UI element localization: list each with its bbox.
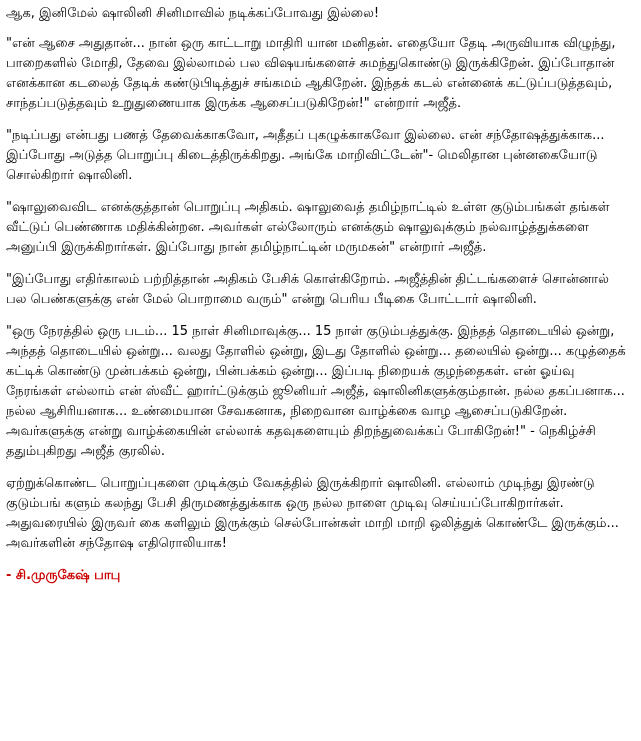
article-paragraph-4: "ஷாலுவைவிட எனக்குத்தான் பொறுப்பு அதிகம். ஷாலுவைத் தமிழ்நாட்டில் உள்ள குடும்பங்கள் தங்கள் வீட்டுப் பெண்ணாக மதிக்கின்றன. அவர்கள் எல்லோரும் எனக்கும் ஷாலுவுக்கும் நல்வாழ்த்துக்களை அனுப்பி இருக்கிறார்கள். இப்போது நான் தமிழ்நாட்டின் மருமகன்" என்றார் அஜீத். bbox=[6, 200, 610, 255]
author-signature: - சி.முருகேஷ் பாபு bbox=[6, 568, 121, 583]
article-paragraph-5: "இப்போது எதிர்காலம் பற்றித்தான் அதிகம் பேசிக் கொள்கிறோம். அஜீத்தின் திட்டங்களைச் சொன்னால் பல பெண்களுக்கு என் மேல் பொறாமை வரும்" என்று பெரிய பீடிகை போட்டார் ஷாலினி. bbox=[6, 272, 609, 307]
article-paragraph-6: "ஒரு நேரத்தில் ஒரு படம்... 15 நாள் சினிமாவுக்கு... 15 நாள் குடும்பத்துக்கு. இந்தத் தொடையில் ஒன்று, அந்தத் தொடையில் ஒன்று... வலது தோளில் ஒன்று, இடது தோளில் ஒன்று... தலையில் ஒன்று... கழுத்தைக் கட்டிக் கொண்டு முன்பக்கம் ஒன்று, பின்பக்கம் ஒன்று... இப்படி நிறையக் குழந்தைகள். என் ஓய்வு நேரங்கள் எல்லாம் என் ஸ்வீட் ஹார்ட்டுக்கும் ஜூனியர் அஜீத், ஷாலினிகளுக்கும்தான். நல்ல தகப்பனாக... நல்ல ஆசிரியனாக... உண்மையான சேவகனாக, நிறைவான வாழ்க்கை வாழ ஆசைப்படுகிறேன். அவர்களுக்கு என்று வாழ்க்கையின் எல்லாக் கதவுகளையும் திறந்துவைக்கப் போகிறேன்!" - நெகிழ்ச்சி ததும்புகிறது அஜீத் குரலில். bbox=[6, 324, 626, 459]
article-paragraph-1: ஆக, இனிமேல் ஷாலினி சினிமாவில் நடிக்கப்போவது இல்லை! bbox=[6, 6, 380, 21]
article-paragraph-2: "என் ஆசை அதுதான்... நான் ஒரு காட்டாறு மாதிரி யான மனிதன். எதையோ தேடி அருவியாக விழுந்து, பாறைகளில் மோதி, தேவை இல்லாமல் பல விஷயங்களைச் சுமந்துகொண்டு இருக்கிறேன். இப்போதான் எனக்கான கடலைத் தேடிக் கண்டுபிடித்துச் சங்கமம் ஆகிறேன். இந்தக் கடல் என்னைக் கட்டுப்படுத்தவும், சாந்தப்படுத்தவும் உறுதுணையாக இருக்க ஆசைப்படுகிறேன்!" என்றார் அஜீத். bbox=[6, 36, 616, 111]
article-paragraph-3: "நடிப்பது என்பது பணத் தேவைக்காகவோ, அதீதப் புகழுக்காகவோ இல்லை. என் சந்தோஷத்துக்காக... இப்போது அடுத்த பொறுப்பு கிடைத்திருக்கிறது. அங்கே மாறிவிட்டேன்"- மெலிதான புன்னகையோடு சொல்கிறார் ஷாலினி. bbox=[6, 128, 605, 183]
article-paragraph-7: ஏற்றுக்கொண்ட பொறுப்புகளை முடிக்கும் வேகத்தில் இருக்கிறார் ஷாலினி. எல்லாம் முடிந்து இரண்டு குடும்பங் களும் கலந்து பேசி திருமணத்துக்காக ஒரு நல்ல நாளை முடிவு செய்யப்போகிறார்கள். அதுவரையில் இருவர் கை களிலும் இருக்கும் செல்போன்கள் மாறி மாறி ஒலித்துக் கொண்டே இருக்கும்... அவர்களின் சந்தோஷ எதிரொலியாக! bbox=[6, 476, 619, 551]
